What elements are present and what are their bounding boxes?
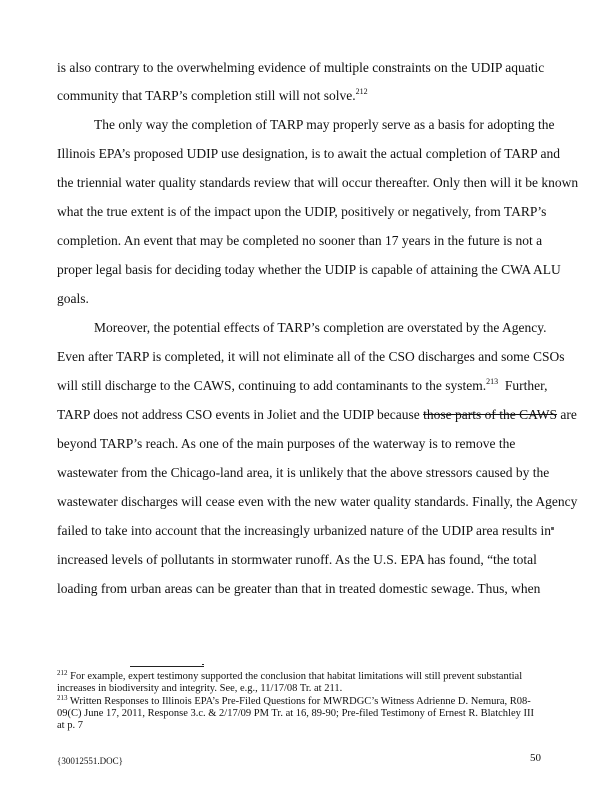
text-span: are <box>557 407 577 422</box>
footnote-text: For example, expert testimony supported the conclusion that habitat limitations will still prevent substantial <box>67 671 523 682</box>
text-line: The only way the completion of TARP may properly serve as a basis for adopting the <box>94 117 555 132</box>
footnote-line: at p. 7 <box>57 720 83 731</box>
text-line: completion. An event that may be completed no sooner than 17 years in the future is not a <box>57 233 543 248</box>
text-line: goals. <box>57 291 89 306</box>
footnote-line: increases in biodiversity and integrity. See, e.g., 11/17/08 Tr. at 211. <box>57 683 343 694</box>
text-line: wastewater discharges will cease even with the new water quality standards. Finally, the Agency <box>57 494 578 509</box>
text-line <box>57 407 577 423</box>
text-line <box>57 378 547 394</box>
footnote-line <box>57 696 531 708</box>
footnote-separator-tick <box>202 664 204 665</box>
footnote-separator <box>130 666 204 667</box>
text-line: wastewater from the Chicago-land area, it is unlikely that the above stressors caused by the <box>57 465 550 480</box>
page-number: 50 <box>530 752 541 764</box>
text-line: proper legal basis for deciding today whether the UDIP is capable of attaining the CWA ALU <box>57 262 561 277</box>
text-line: Even after TARP is completed, it will not eliminate all of the CSO discharges and some CSOs <box>57 349 565 364</box>
footnote-line <box>57 671 522 683</box>
text-line <box>57 88 368 104</box>
text-line: what the true extent is of the impact upon the UDIP, positively or negatively, from TARP’s <box>57 204 547 219</box>
footnote-number: 212 <box>57 669 68 677</box>
text-span: Further, <box>498 378 548 393</box>
footnote-text: Written Responses to Illinois EPA’s Pre-Filed Questions for MWRDGC’s Witness Adrienne D. Nemura, R08- <box>67 696 531 707</box>
document-id: {30012551.DOC} <box>57 756 123 766</box>
struck-text: those parts of the CAWS <box>423 407 558 422</box>
text-line: increased levels of pollutants in stormwater runoff. As the U.S. EPA has found, “the total <box>57 552 537 567</box>
text-line: loading from urban areas can be greater than that in treated domestic sewage. Thus, when <box>57 581 541 596</box>
footnote-ref[interactable]: 212 <box>355 87 368 96</box>
text-span: will still discharge to the CAWS, continuing to add contaminants to the system. <box>57 378 487 393</box>
text-line: Illinois EPA’s proposed UDIP use designation, is to await the actual completion of TARP and <box>57 146 560 161</box>
text-line: the triennial water quality standards review that will occur thereafter. Only then will it be known <box>57 175 579 190</box>
text-line: beyond TARP’s reach. As one of the main purposes of the waterway is to remove the <box>57 436 516 451</box>
footnote-number: 213 <box>57 694 68 702</box>
text-line: Moreover, the potential effects of TARP’s completion are overstated by the Agency. <box>94 320 547 335</box>
footnote-line: 09(C) June 17, 2011, Response 3.c. & 2/17/09 PM Tr. at 16, 89-90; Pre-filed Testimony of Ernest R. Blatchley III <box>57 708 534 719</box>
text-span: TARP does not address CSO events in Joliet and the UDIP because <box>57 407 424 422</box>
margin-mark <box>551 527 554 530</box>
text-line: is also contrary to the overwhelming evidence of multiple constraints on the UDIP aquatic <box>57 60 545 75</box>
text-line: failed to take into account that the increasingly urbanized nature of the UDIP area results in <box>57 523 551 538</box>
text-span: community that TARP’s completion still will not solve. <box>57 88 356 103</box>
footnote-ref[interactable]: 213 <box>486 377 499 386</box>
